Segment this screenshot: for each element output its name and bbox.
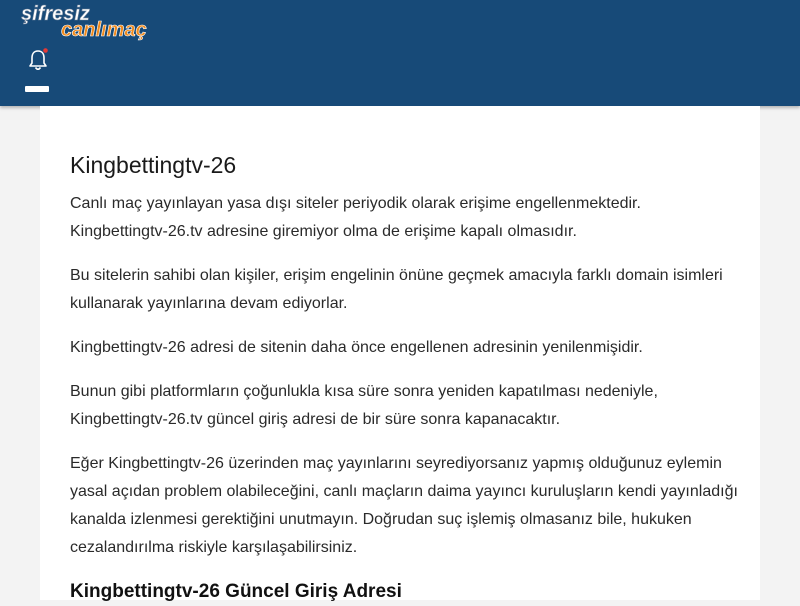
page-title: Kingbettingtv-26 xyxy=(70,152,237,178)
article-paragraph: Bu sitelerin sahibi olan kişiler, erişim engelinin önüne geçmek amacıyla farklı domain isimleri kullanarak yayınlarına devam ediyorlar. xyxy=(70,267,723,312)
article-paragraph: Canlı maç yayınlayan yasa dışı siteler periyodik olarak erişime engellenmektedir. Kingbettingtv-26.tv adresine giremiyor olma de erişime kapalı olmasıdır. xyxy=(70,195,641,240)
article xyxy=(70,150,740,606)
article-paragraph: Kingbettingtv-26 adresi de sitenin daha önce engellenen adresinin yenilenmişidir. xyxy=(70,339,643,356)
article-paragraph: Bunun gibi platformların çoğunlukla kısa süre sonra yeniden kapatılması nedeniyle, Kingbettingtv-26.tv güncel giriş adresi de bir süre sonra kapanacaktır. xyxy=(70,383,658,428)
logo-word-2: canlımaç xyxy=(61,19,147,41)
main-content xyxy=(40,106,760,600)
bell-icon[interactable] xyxy=(27,48,49,72)
logo-word-1: şifresiz xyxy=(21,3,90,25)
article-paragraph: Eğer Kingbettingtv-26 üzerinden maç yayınlarını seyrediyorsanız yapmış olduğunuz eylemin yasal açıdan problem olabileceğini, canlı maçların daima yayıncı kuruluşların kendi yayınladığı kanalda izlenmesi gerektiğini unutmayın. Doğrudan suç işlemiş olmasanız bile, hukuken cezalandırılma riskiyle karşılaşabilirsiniz. xyxy=(70,455,738,556)
site-logo[interactable] xyxy=(19,1,169,41)
site-header xyxy=(0,0,800,106)
section-heading: Kingbettingtv-26 Güncel Giriş Adresi xyxy=(70,581,402,602)
menu-button[interactable] xyxy=(25,86,49,92)
notification-dot xyxy=(43,48,48,53)
